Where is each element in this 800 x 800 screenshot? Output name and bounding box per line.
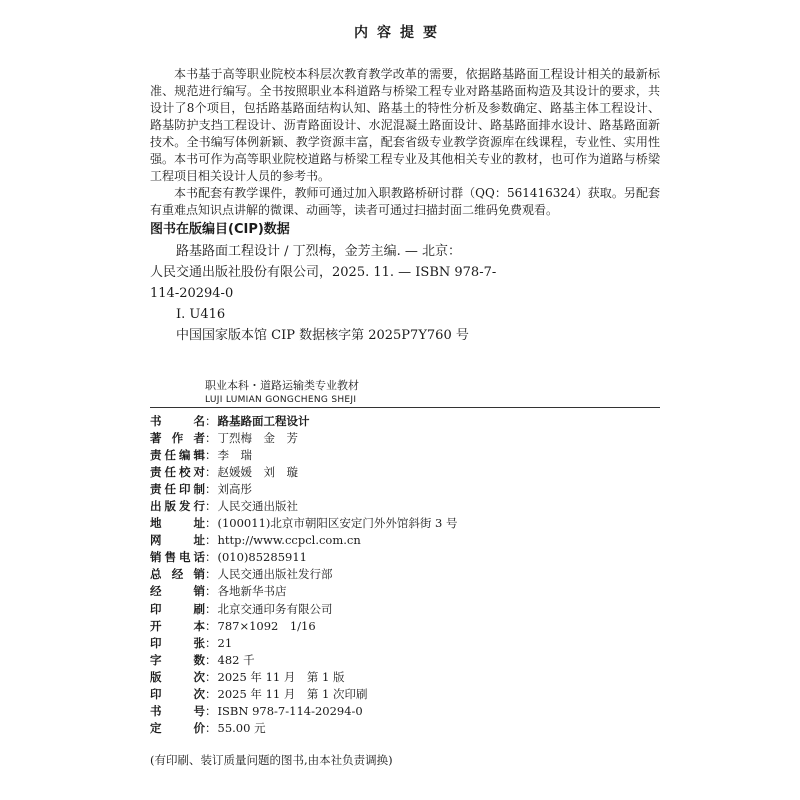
cip-title: 图书在版编目(CIP)数据 <box>150 222 290 237</box>
colophon-row: 责 任 编 辑 ： 李 瑞 <box>150 447 252 462</box>
summary-paragraph-1: 本书基于高等职业院校本科层次教育教学改革的需要，依据路基路面工程设计相关的最新标准、规范进行编写。全书按照职业本科道路与桥梁工程专业对路基路面构造及其设计的要求，共设计了8个项目，包括路基路面结构认知、路基土的特性分析及参数确定、路基主体工程设计、路基防护支挡工程设计、沥青路面设计、水泥混凝土路面设计、路基路面排水设计、路基路面新技术。全书编写体例新颖、教学资源丰富，配套省级专业教学资源库在线课程，专业性、实用性强。 <box>150 67 660 166</box>
colophon-row: 责 任 印 制 ： 刘高彤 <box>150 481 252 496</box>
colophon-value: 482 千 <box>217 652 255 667</box>
colophon-row: 销 售 电 话 ： (010)85285911 <box>150 550 307 565</box>
title-pinyin: LUJI LUMIAN GONGCHENG SHEJI <box>205 395 357 405</box>
colophon-value: 人民交通出版社 <box>217 499 298 514</box>
colophon-value: 李 瑞 <box>217 447 252 462</box>
colophon-row: 著 作 者 ： 丁烈梅 金 芳 <box>150 430 298 445</box>
cip-line-2: 人民交通出版社股份有限公司，2025. 11. — ISBN 978-7- <box>150 265 497 280</box>
quality-note: (有印刷、装订质量问题的图书,由本社负责调换) <box>150 753 393 767</box>
colophon-row: 责 任 校 对 ： 赵媛媛 刘 璇 <box>150 464 298 479</box>
colophon-value: 路基路面工程设计 <box>217 413 310 428</box>
colophon-row: 网 址 ： http://www.ccpcl.com.cn <box>150 533 361 548</box>
cip-line-3: 114-20294-0 <box>150 286 234 301</box>
cip-line-4: Ⅰ. U416 <box>176 307 226 322</box>
colophon-row: 书 号 ： ISBN 978-7-114-20294-0 <box>150 704 363 719</box>
colophon-label: 责 任 印 制 <box>150 481 205 496</box>
colophon-value: 丁烈梅 金 芳 <box>217 430 298 445</box>
colophon-label: 销 售 电 话 <box>150 550 205 565</box>
colophon-label: 责 任 编 辑 <box>150 447 205 462</box>
colophon-row: 定 价 ： 55.00 元 <box>150 721 266 736</box>
colophon-row: 地 址 ： (100011)北京市朝阳区安定门外外馆斜街 3 号 <box>150 516 458 531</box>
colophon-row: 总 经 销 ： 人民交通出版社发行部 <box>150 567 333 582</box>
colophon-value: 赵媛媛 刘 璇 <box>217 464 298 479</box>
summary-title: 内容提要 <box>354 25 446 41</box>
colophon-label: 总 经 销 <box>150 567 205 582</box>
colophon-value: ISBN 978-7-114-20294-0 <box>217 704 363 719</box>
colophon-value: http://www.ccpcl.com.cn <box>217 533 361 548</box>
colophon-value: 21 <box>217 635 233 650</box>
colophon-label: 字 数 <box>150 652 205 667</box>
colophon-label: 出 版 发 行 <box>150 499 205 514</box>
colophon-label: 经 销 <box>150 584 205 599</box>
colophon-row: 印 张 ： 21 <box>150 635 233 650</box>
colophon-table <box>150 412 670 737</box>
colophon-row: 版 次 ： 2025 年 11 月 第 1 版 <box>150 669 345 684</box>
summary-paragraph-3: 本书配套有教学课件，教师可通过加入职教路桥研讨群（QQ：561416324）获取。另配套有重难点知识点讲解的微课、动画等，读者可通过扫描封面二维码免费观看。 <box>150 186 660 217</box>
series-name: 职业本科・道路运输类专业教材 <box>205 379 359 392</box>
colophon-label: 地 址 <box>150 516 205 531</box>
colophon-label: 开 本 <box>150 618 205 633</box>
colophon-value: 2025 年 11 月 第 1 版 <box>217 669 345 684</box>
colophon-value: 55.00 元 <box>217 721 266 736</box>
colophon-row: 字 数 ： 482 千 <box>150 652 255 667</box>
colophon-label: 版 次 <box>150 669 205 684</box>
colophon-label: 书 名 <box>150 413 205 428</box>
colophon-label: 著 作 者 <box>150 430 205 445</box>
colophon-label: 网 址 <box>150 533 205 548</box>
colophon-value: (010)85285911 <box>217 550 307 565</box>
cip-line-5: 中国国家版本馆 CIP 数据核字第 2025P7Y760 号 <box>176 328 469 343</box>
colophon-row: 经 销 ： 各地新华书店 <box>150 584 287 599</box>
colophon-label: 书 号 <box>150 704 205 719</box>
colophon-label: 定 价 <box>150 721 205 736</box>
colophon-row: 印 次 ： 2025 年 11 月 第 1 次印刷 <box>150 687 368 702</box>
colophon-row: 出 版 发 行 ： 人民交通出版社 <box>150 499 298 514</box>
colophon-value: (100011)北京市朝阳区安定门外外馆斜街 3 号 <box>217 516 458 531</box>
colophon-value: 787×1092 1/16 <box>217 618 316 633</box>
colophon-value: 人民交通出版社发行部 <box>217 567 333 582</box>
colophon-value: 各地新华书店 <box>217 584 287 599</box>
colophon-row: 印 刷 ： 北京交通印务有限公司 <box>150 601 333 616</box>
divider-rule <box>150 407 660 408</box>
colophon-value: 刘高彤 <box>217 481 252 496</box>
colophon-row: 开 本 ： 787×1092 1/16 <box>150 618 316 633</box>
colophon-label: 责 任 校 对 <box>150 464 205 479</box>
colophon-value: 北京交通印务有限公司 <box>217 601 333 616</box>
colophon-row: 书 名 ： 路基路面工程设计 <box>150 413 310 428</box>
colophon-label: 印 张 <box>150 635 205 650</box>
colophon-label: 印 刷 <box>150 601 205 616</box>
colophon-value: 2025 年 11 月 第 1 次印刷 <box>217 687 368 702</box>
cip-line-1: 路基路面工程设计 / 丁烈梅，金芳主编. — 北京： <box>176 244 462 259</box>
colophon-label: 印 次 <box>150 687 205 702</box>
summary-paragraph-2: 本书可作为高等职业院校道路与桥梁工程专业及其他相关专业的教材，也可作为道路与桥梁工程项目相关设计人员的参考书。 <box>150 152 660 183</box>
